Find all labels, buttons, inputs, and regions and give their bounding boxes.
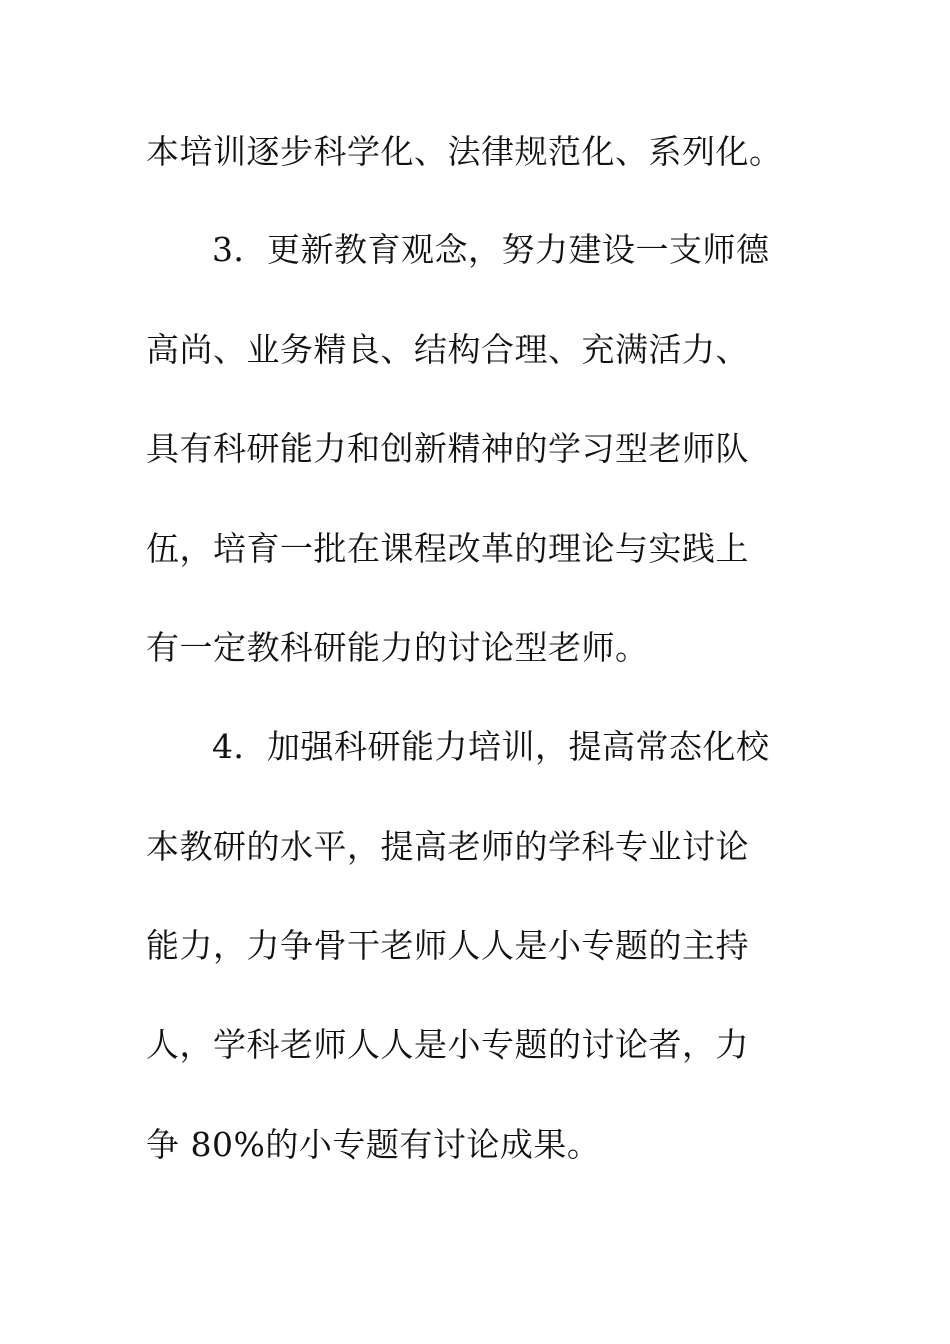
text-line-1: 本培训逐步科学化、法律规范化、系列化。 [146, 132, 783, 171]
text-line-5: 伍，培育一批在课程改革的理论与实践上 [146, 529, 749, 568]
text-line-11: 争 80%的小专题有讨论成果。 [146, 1125, 601, 1164]
text-line-2: 3．更新教育观念，努力建设一支师德 [212, 230, 770, 269]
text-line-7: 4．加强科研能力培训，提高常态化校 [212, 727, 770, 766]
text-line-6: 有一定教科研能力的讨论型老师。 [146, 628, 649, 667]
text-line-10: 人，学科老师人人是小专题的讨论者，力 [146, 1025, 749, 1064]
text-line-9: 能力，力争骨干老师人人是小专题的主持 [146, 926, 749, 965]
text-line-4: 具有科研能力和创新精神的学习型老师队 [146, 429, 749, 468]
text-line-3: 高尚、业务精良、结构合理、充满活力、 [146, 330, 749, 369]
text-line-8: 本教研的水平，提高老师的学科专业讨论 [146, 827, 749, 866]
